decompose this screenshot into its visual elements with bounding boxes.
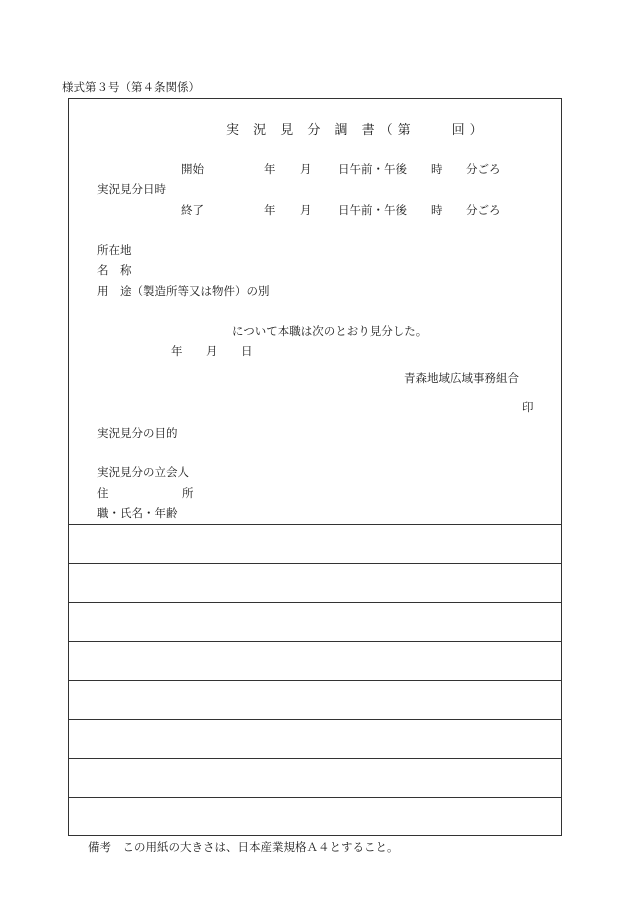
remarks: 備考 この用紙の大きさは、日本産業規格Ａ４とすること。 xyxy=(88,840,399,854)
end-day: 日午前・午後 xyxy=(338,203,407,217)
entry-line xyxy=(68,563,562,564)
start-day: 日午前・午後 xyxy=(338,162,407,176)
form-number: 様式第３号（第４条関係） xyxy=(62,80,200,94)
entry-line xyxy=(68,602,562,603)
location-label: 所在地 xyxy=(97,243,132,257)
start-label: 開始 xyxy=(181,162,204,176)
end-month: 月 xyxy=(300,203,312,217)
seal-mark: 印 xyxy=(522,400,534,414)
datetime-label: 実況見分日時 xyxy=(97,182,166,196)
date-day: 日 xyxy=(241,344,253,358)
end-year: 年 xyxy=(264,203,276,217)
start-year: 年 xyxy=(264,162,276,176)
statement: について本職は次のとおり見分した。 xyxy=(232,324,428,338)
name-label: 名 称 xyxy=(97,263,132,277)
start-minute: 分ごろ xyxy=(466,162,501,176)
date-year: 年 xyxy=(171,344,183,358)
usage-label: 用 途（製造所等又は物件）の別 xyxy=(97,284,270,298)
entry-line xyxy=(68,758,562,759)
end-label: 終了 xyxy=(181,203,204,217)
entry-line xyxy=(68,641,562,642)
purpose-label: 実況見分の目的 xyxy=(97,426,178,440)
end-hour: 時 xyxy=(431,203,443,217)
entry-line xyxy=(68,680,562,681)
address-label-part-1: 住 xyxy=(97,486,109,500)
entry-line xyxy=(68,524,562,525)
entry-line xyxy=(68,797,562,798)
witness-label: 実況見分の立会人 xyxy=(97,465,189,479)
job-name-age-label: 職・氏名・年齢 xyxy=(97,506,178,520)
address-label-part-2: 所 xyxy=(182,486,194,500)
organization-name: 青森地域広域事務組合 xyxy=(404,371,519,385)
end-minute: 分ごろ xyxy=(466,203,501,217)
entry-line xyxy=(68,719,562,720)
document-title: 実 況 見 分 調 書（第 回） xyxy=(226,123,488,138)
date-month: 月 xyxy=(206,344,218,358)
start-month: 月 xyxy=(300,162,312,176)
start-hour: 時 xyxy=(431,162,443,176)
